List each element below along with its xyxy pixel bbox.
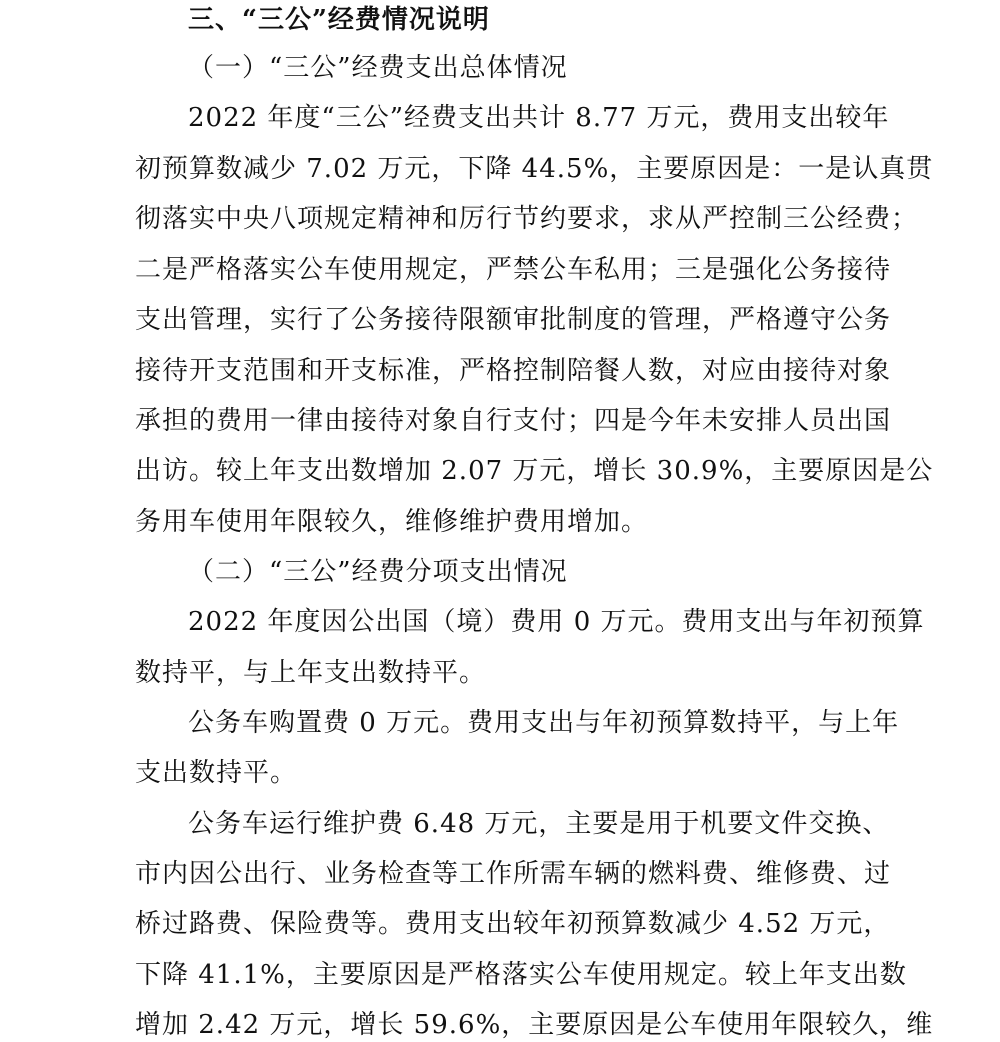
paragraph-line: 数持平，与上年支出数持平。: [135, 658, 487, 688]
paragraph-line: 增加 2.42 万元，增长 59.6%，主要原因是公车使用年限较久，维: [135, 1010, 934, 1040]
paragraph-line: 彻落实中央八项规定精神和厉行节约要求，求从严控制三公经费；: [135, 204, 919, 234]
paragraph-line: 二是严格落实公车使用规定，严禁公车私用；三是强化公务接待: [135, 255, 892, 285]
paragraph-line: 接待开支范围和开支标准，严格控制陪餐人数，对应由接待对象: [135, 356, 892, 386]
paragraph-line: 2022 年度因公出国（境）费用 0 万元。费用支出与年初预算: [188, 607, 925, 637]
paragraph-line: 支出数持平。: [135, 758, 298, 788]
paragraph-line: 出访。较上年支出数增加 2.07 万元，增长 30.9%，主要原因是公: [135, 456, 934, 486]
subsection-title-itemized: （二）“三公”经费分项支出情况: [188, 557, 568, 587]
paragraph-line: 初预算数减少 7.02 万元，下降 44.5%，主要原因是：一是认真贯: [135, 154, 934, 184]
subsection-title-overall: （一）“三公”经费支出总体情况: [188, 53, 568, 83]
paragraph-line: 市内因公出行、业务检查等工作所需车辆的燃料费、维修费、过: [135, 859, 892, 889]
paragraph-line: 2022 年度“三公”经费支出共计 8.77 万元，费用支出较年: [188, 103, 890, 133]
paragraph-line: 下降 41.1%，主要原因是严格落实公车使用规定。较上年支出数: [135, 960, 907, 990]
paragraph-line: 支出管理，实行了公务接待限额审批制度的管理，严格遵守公务: [135, 305, 892, 335]
paragraph-line: 桥过路费、保险费等。费用支出较年初预算数减少 4.52 万元，: [135, 909, 891, 939]
paragraph-line: 公务车购置费 0 万元。费用支出与年初预算数持平，与上年: [188, 708, 900, 738]
section-title: 三、“三公”经费情况说明: [188, 5, 490, 35]
paragraph-line: 承担的费用一律由接待对象自行支付；四是今年未安排人员出国: [135, 406, 892, 436]
paragraph-line: 务用车使用年限较久，维修维护费用增加。: [135, 507, 649, 537]
paragraph-line: 公务车运行维护费 6.48 万元，主要是用于机要文件交换、: [188, 809, 890, 839]
